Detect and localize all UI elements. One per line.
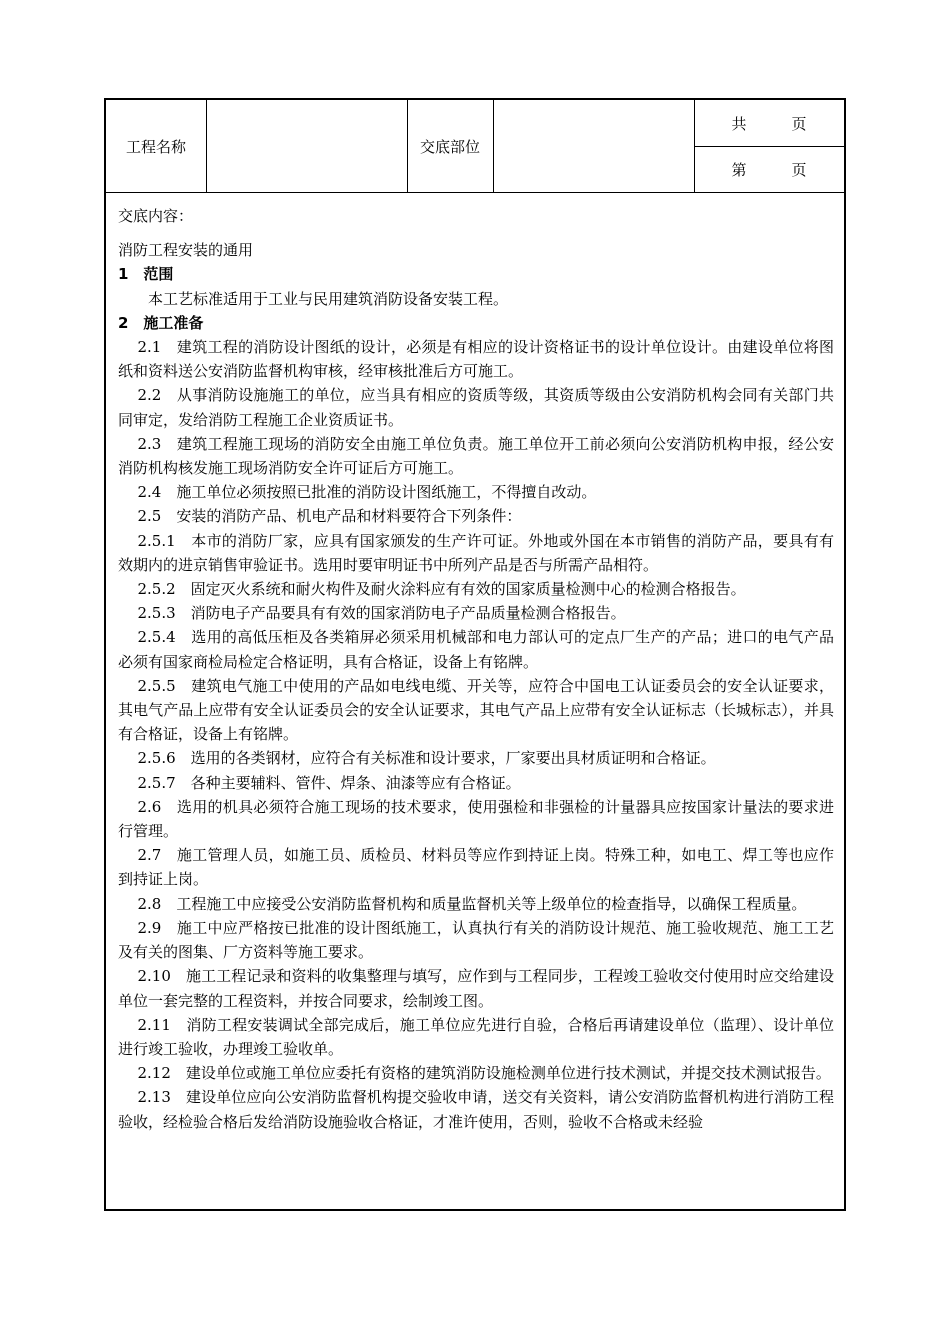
- content-label: 交底内容：: [118, 207, 194, 225]
- handover-part-value[interactable]: [493, 100, 694, 192]
- paragraph: 2.5.2 固定灭火系统和耐火构件及耐火涂料应有有效的国家质量检测中心的检测合格报告。: [137, 580, 746, 599]
- paragraph: 2.5.6 选用的各类钢材，应符合有关标准和设计要求，厂家要出具材质证明和合格证。: [137, 749, 716, 768]
- project-name-value[interactable]: [206, 100, 407, 192]
- paragraph: 2.1 建筑工程的消防设计图纸的设计，必须是有相应的设计资格证书的设计单位设计。由建设单位将图纸和资料送公安消防监督机构审核，经审核批准后方可施工。: [118, 338, 834, 381]
- paragraph: 2.9 施工中应严格按已批准的设计图纸施工，认真执行有关的消防设计规范、施工验收规范、施工工艺及有关的图集、厂方资料等施工要求。: [118, 918, 834, 962]
- paragraph: 2.5 安装的消防产品、机电产品和材料要符合下列条件：: [137, 507, 522, 526]
- paragraph: 2.12 建设单位或施工单位应委托有资格的建筑消防设施检测单位进行技术测试，并提交技术测试报告。: [137, 1064, 831, 1083]
- page-number: 第 页: [731, 160, 807, 179]
- paragraph: 2.7 施工管理人员，如施工员、质检员、材料员等应作到持证上岗。特殊工种，如电工、焊工等也应作到持证上岗。: [118, 846, 834, 889]
- paragraph: 2.10 施工工程记录和资料的收集整理与填写，应作到与工程同步，工程竣工验收交付使用时应交给建设单位一套完整的工程资料，并按合同要求，绘制竣工图。: [118, 967, 834, 1010]
- paragraph: 2.3 建筑工程施工现场的消防安全由施工单位负责。施工单位开工前必须向公安消防机构申报，经公安消防机构核发施工现场消防安全许可证后方可施工。: [118, 434, 834, 478]
- content-body: [118, 196, 834, 1134]
- paragraph: 2.6 选用的机具必须符合施工现场的技术要求，使用强检和非强检的计量器具应按国家计量法的要求进行管理。: [118, 797, 834, 841]
- section-1-title: 1 范围: [118, 265, 174, 284]
- paragraph: 2.11 消防工程安装调试全部完成后，施工单位应先进行自验，合格后再请建设单位（监理）、设计单位进行竣工验收，办理竣工验收单。: [118, 1015, 834, 1058]
- section-2-title: 2 施工准备: [118, 313, 204, 332]
- paragraph: 2.8 工程施工中应接受公安消防监督机构和质量监督机关等上级单位的检查指导，以确保工程质量。: [137, 894, 807, 913]
- paragraph: 2.5.7 各种主要辅料、管件、焊条、油漆等应有合格证。: [137, 773, 521, 792]
- handover-part-label: 交底部位: [419, 137, 480, 156]
- paragraph: 2.5.1 本市的消防厂家，应具有国家颁发的生产许可证。外地或外国在本市销售的消防产品，要具有有效期内的进京销售审验证书。选用时要审明证书中所列产品是否与所需产品相符。: [118, 531, 834, 574]
- paragraph: 2.2 从事消防设施施工的单位，应当具有相应的资质等级，其资质等级由公安消防机构会同有关部门共同审定，发给消防工程施工企业资质证书。: [118, 386, 834, 429]
- section-1-text: 本工艺标准适用于工业与民用建筑消防设备安装工程。: [148, 289, 509, 308]
- paragraph: 2.5.3 消防电子产品要具有有效的国家消防电子产品质量检测合格报告。: [137, 604, 626, 623]
- paragraph: 2.5.4 选用的高低压柜及各类箱屏必须采用机械部和电力部认可的定点厂生产的产品；进口的电气产品必须有国家商检局检定合格证明，具有合格证，设备上有铭牌。: [118, 628, 834, 671]
- project-name-label: 工程名称: [125, 137, 186, 156]
- header-row: [106, 100, 844, 193]
- handover-form: [104, 98, 846, 1211]
- total-pages: 共 页: [731, 114, 807, 133]
- paragraph: 2.5.5 建筑电气施工中使用的产品如电线电缆、开关等，应符合中国电工认证委员会的安全认证要求，其电气产品上应带有安全认证委员会的安全认证要求，其电气产品上应带有安全认证标志（长城标志），并具有合格证，设备上有铭牌。: [118, 676, 834, 744]
- doc-title: 消防工程安装的通用: [118, 241, 254, 260]
- paragraph: 2.13 建设单位应向公安消防监督机构提交验收申请，送交有关资料，请公安消防监督机构进行消防工程验收，经检验合格后发给消防设施验收合格证，才准许使用，否则，验收不合格或未经验: [118, 1088, 834, 1131]
- paragraph: 2.4 施工单位必须按照已批准的消防设计图纸施工，不得擅自改动。: [137, 483, 597, 502]
